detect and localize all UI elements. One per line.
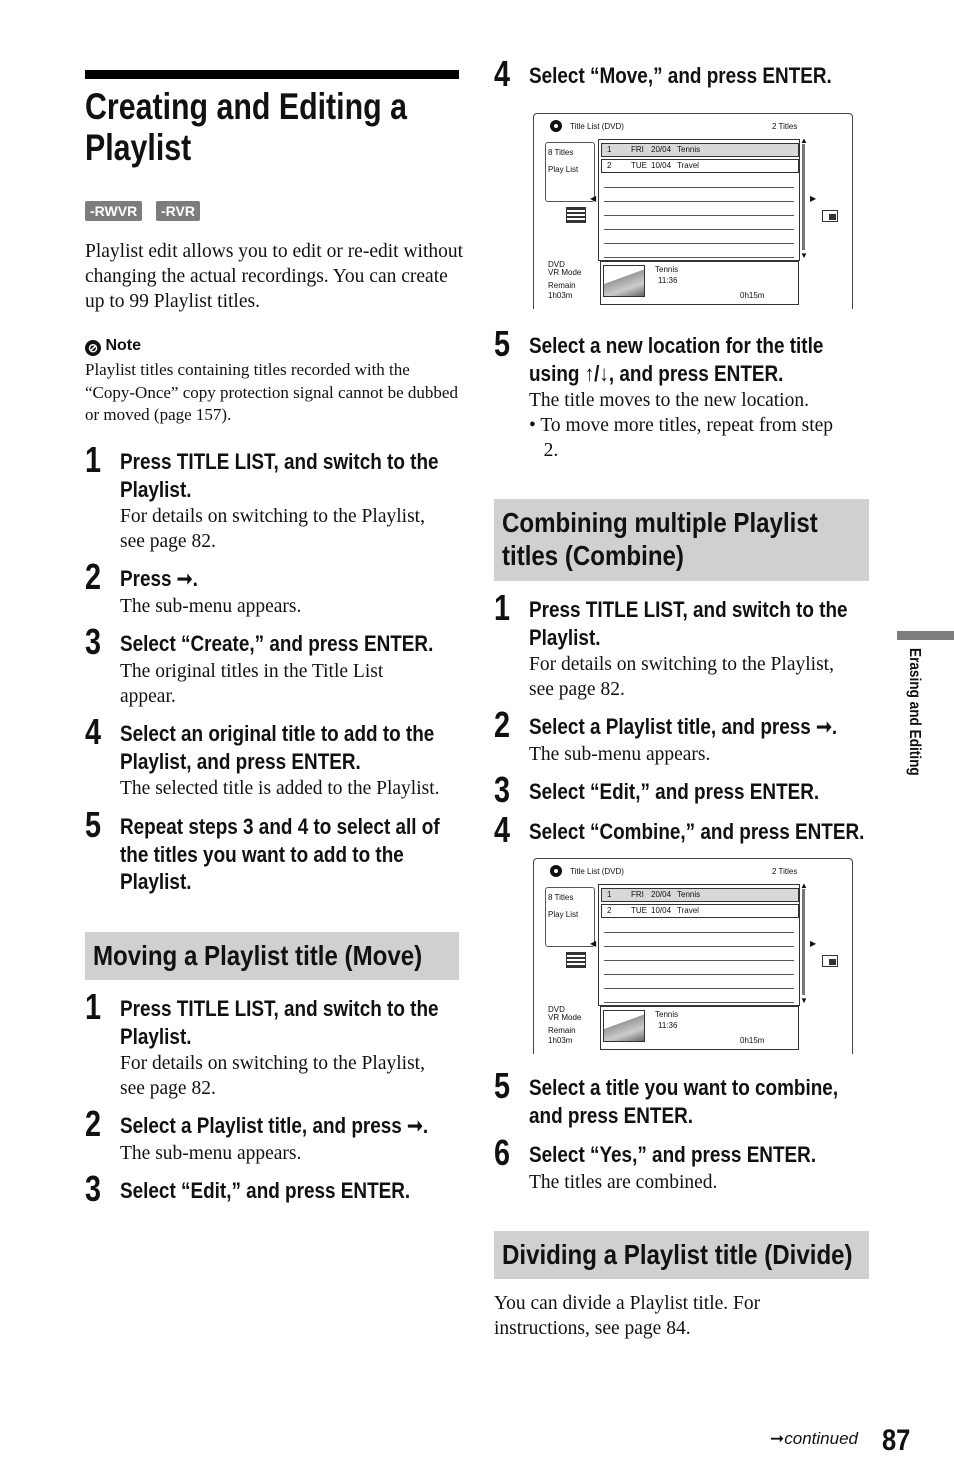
step-heading: Select “Edit,” and press ENTER.: [529, 779, 820, 804]
divide-section-title: Dividing a Playlist title (Divide): [502, 1239, 853, 1270]
note-text: Playlist titles containing titles recorded with the “Copy-Once” copy protection signal cannot be dubbed or moved (page 157).: [85, 360, 458, 424]
page-number: 87: [882, 1424, 911, 1457]
combine-screen-illustration: [533, 858, 853, 1054]
step-number: 4: [494, 53, 511, 94]
row-number: 2: [607, 906, 612, 915]
row-date: 20/04: [651, 890, 672, 899]
step-heading: Select a title you want to combine, and press ENTER.: [529, 1075, 839, 1128]
step-heading: Select “Yes,” and press ENTER.: [529, 1142, 817, 1167]
step-number: 1: [85, 439, 102, 480]
step-number: 2: [494, 704, 511, 745]
step-heading: Repeat steps 3 and 4 to select all of the titles you want to add to the Playlist.: [120, 814, 440, 894]
side-tab-label: Erasing and Editing: [906, 648, 923, 776]
scroll-down-icon: ▼: [800, 251, 808, 260]
row-date: 20/04: [651, 145, 672, 154]
preview-icon: [822, 210, 838, 222]
note-icon: ⊘: [85, 340, 101, 356]
remain-value: 1h03m: [548, 291, 573, 300]
disc-icon-hole: [554, 869, 558, 873]
thumbnail-time: 11:36: [658, 276, 678, 285]
step-number: 5: [494, 1065, 511, 1106]
step-description: The title moves to the new location. • To move more titles, repeat from step 2.: [529, 390, 834, 461]
empty-row-line: [604, 960, 794, 961]
step-number: 2: [85, 556, 102, 597]
badge-rwvr: -RWVR: [85, 201, 142, 221]
empty-row-line: [604, 187, 794, 188]
arrow-left-icon: ◀: [590, 194, 597, 203]
note-label: Note: [105, 337, 142, 354]
side-title-count: 8 Titles: [548, 893, 574, 902]
empty-row-line: [604, 229, 794, 230]
scroll-down-icon: ▼: [800, 996, 808, 1005]
empty-row-line: [604, 988, 794, 989]
step-description: The titles are combined.: [529, 1172, 718, 1193]
combine-section-header: [494, 499, 869, 581]
step-description: The selected title is added to the Playlist.: [120, 778, 440, 799]
side-mode: Play List: [548, 165, 579, 174]
note-heading: [85, 335, 141, 357]
arrow-right-icon: ▶: [810, 939, 817, 948]
empty-row-line: [604, 1002, 794, 1003]
continued-text: continued: [784, 1429, 858, 1448]
side-title-count: 8 Titles: [548, 148, 574, 157]
intro-text: Playlist edit allows you to edit or re-edit without changing the actual recordings. You can create up to 99 Playlist titles.: [85, 241, 464, 312]
step-number: 5: [494, 323, 511, 364]
step-number: 3: [85, 1168, 102, 1209]
arrow-left-icon: ◀: [590, 939, 597, 948]
badge-rvr: -RVR: [156, 201, 200, 221]
step-heading: Press TITLE LIST, and switch to the Playlist.: [120, 449, 439, 502]
remain-label: Remain: [548, 1026, 576, 1035]
submenu-icon: [566, 952, 586, 968]
disc-type: DVD: [548, 1005, 565, 1014]
arrow-right-icon: ➞: [770, 1429, 785, 1448]
step-heading: Press ➞.: [120, 566, 198, 591]
disc-icon-hole: [554, 124, 558, 128]
empty-row-line: [604, 946, 794, 947]
empty-row-line: [604, 215, 794, 216]
scroll-up-icon: ▲: [800, 136, 808, 145]
continued-label: [770, 1429, 858, 1449]
submenu-icon: [566, 207, 586, 223]
screen-header: Title List (DVD): [570, 122, 624, 131]
step-heading: Select an original title to add to the Playlist, and press ENTER.: [120, 721, 435, 774]
step-number: 1: [85, 986, 102, 1027]
row-date: 10/04: [651, 906, 672, 915]
scrollbar: [802, 889, 805, 995]
step-number: 4: [85, 711, 102, 752]
empty-row-line: [604, 243, 794, 244]
row-day: FRI: [631, 145, 644, 154]
step-number: 3: [85, 621, 102, 662]
side-mode: Play List: [548, 910, 579, 919]
step-number: 5: [85, 804, 102, 845]
step-heading: Select “Combine,” and press ENTER.: [529, 819, 865, 844]
row-number: 1: [607, 145, 612, 154]
screen-title-count: 2 Titles: [772, 122, 798, 131]
step-heading: Press TITLE LIST, and switch to the Playlist.: [120, 996, 439, 1049]
empty-row-line: [604, 974, 794, 975]
preview-icon: [822, 955, 838, 967]
step-description: For details on switching to the Playlist, see page 82.: [120, 1053, 425, 1099]
scroll-up-icon: ▲: [800, 881, 808, 890]
step-description: For details on switching to the Playlist, see page 82.: [529, 654, 834, 700]
disc-mode: VR Mode: [548, 1013, 582, 1022]
row-name: Travel: [677, 906, 699, 915]
remain-label: Remain: [548, 281, 576, 290]
step-heading: Select a Playlist title, and press ➞.: [120, 1113, 429, 1138]
row-name: Tennis: [677, 145, 701, 154]
row-name: Travel: [677, 161, 699, 170]
move-screen-illustration: [533, 113, 853, 309]
thumbnail-time: 11:36: [658, 1021, 678, 1030]
title-rule: [85, 70, 459, 79]
thumbnail-image: [603, 1010, 645, 1042]
disc-mode: VR Mode: [548, 268, 582, 277]
combine-section-title: Combining multiple Playlist titles (Combine): [502, 507, 818, 571]
move-section-title: Moving a Playlist title (Move): [93, 940, 423, 971]
arrow-right-icon: ▶: [810, 194, 817, 203]
remain-value: 1h03m: [548, 1036, 573, 1045]
side-tab-bar: [897, 631, 954, 640]
step-heading: Select a new location for the title using ↑/↓, and press ENTER.: [529, 333, 824, 386]
row-date: 10/04: [651, 161, 672, 170]
thumbnail-title: Tennis: [655, 265, 679, 274]
step-heading: Select “Create,” and press ENTER.: [120, 631, 434, 656]
step-heading: Press TITLE LIST, and switch to the Playlist.: [529, 597, 848, 650]
step-number: 3: [494, 769, 511, 810]
thumbnail-length: 0h15m: [740, 291, 765, 300]
scrollbar: [802, 144, 805, 250]
step-heading: Select “Move,” and press ENTER.: [529, 63, 832, 88]
step-number: 1: [494, 587, 511, 628]
row-name: Tennis: [677, 890, 701, 899]
divide-text: You can divide a Playlist title. For instructions, see page 84.: [494, 1293, 761, 1339]
empty-row-line: [604, 201, 794, 202]
divide-section-header: [494, 1231, 869, 1279]
empty-row-line: [604, 932, 794, 933]
step-number: 4: [494, 809, 511, 850]
row-number: 2: [607, 161, 612, 170]
step-description: The sub-menu appears.: [120, 596, 302, 617]
step-description: The original titles in the Title List appear.: [120, 661, 384, 707]
row-day: FRI: [631, 890, 644, 899]
step-number: 2: [85, 1103, 102, 1144]
row-day: TUE: [631, 161, 647, 170]
screen-title-count: 2 Titles: [772, 867, 798, 876]
step-heading: Select “Edit,” and press ENTER.: [120, 1178, 411, 1203]
disc-type: DVD: [548, 260, 565, 269]
step-number: 6: [494, 1132, 511, 1173]
page-title: Creating and Editing a Playlist: [85, 86, 407, 168]
step-description: The sub-menu appears.: [120, 1143, 302, 1164]
thumbnail-title: Tennis: [655, 1010, 679, 1019]
move-section-header: [85, 932, 459, 980]
empty-row-line: [604, 257, 794, 258]
thumbnail-length: 0h15m: [740, 1036, 765, 1045]
step-heading: Select a Playlist title, and press ➞.: [529, 714, 838, 739]
screen-header: Title List (DVD): [570, 867, 624, 876]
step-description: For details on switching to the Playlist, see page 82.: [120, 506, 425, 552]
thumbnail-image: [603, 265, 645, 297]
step-description: The sub-menu appears.: [529, 744, 711, 765]
row-day: TUE: [631, 906, 647, 915]
row-number: 1: [607, 890, 612, 899]
